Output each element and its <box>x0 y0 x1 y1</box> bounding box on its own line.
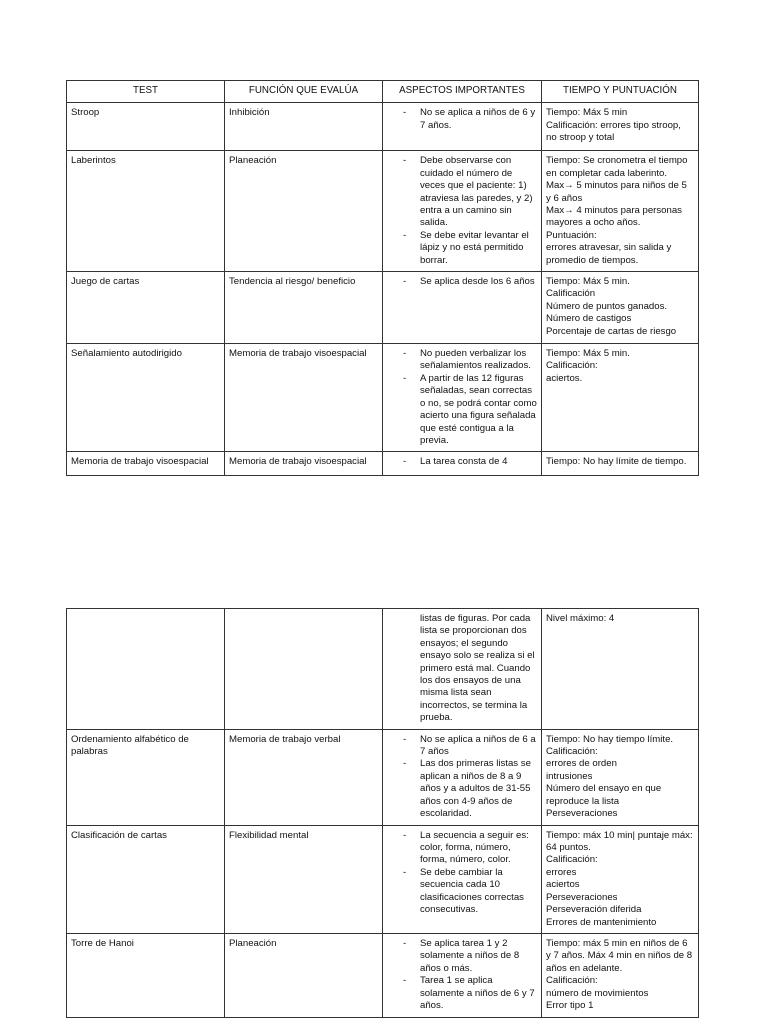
cell-aspectos <box>383 344 542 452</box>
tiempo-line: intrusiones <box>546 770 593 782</box>
aspect-item: - Tarea 1 se aplica solamente a niños de 6 y 7 años. <box>387 975 537 1012</box>
tiempo-line: Tiempo: Máx 5 min <box>546 107 628 119</box>
tiempo-line: Tiempo: máx 10 min| puntaje máx: 64 puntos. <box>546 829 693 854</box>
tiempo-line: errores de orden <box>546 758 617 770</box>
aspect-item: - Debe observarse con cuidado el número de veces que el paciente: 1) atraviesa las paredes, y 2) entra a un camino sin salida. <box>387 155 537 229</box>
cell-funcion <box>225 609 383 730</box>
tiempo-line: errores atravesar, sin salida y promedio de tiempos. <box>546 242 672 266</box>
tiempo-line: Calificación: errores tipo stroop, no stroop y total <box>546 119 681 144</box>
tiempo-line: Número de puntos ganados. <box>546 300 668 312</box>
table-row <box>67 825 699 933</box>
cell-test: Memoria de trabajo visoespacial <box>67 452 225 476</box>
aspect-item: - No se aplica a niños de 6 a 7 años <box>387 734 537 759</box>
tiempo-line: Tiempo: Máx 5 min. <box>546 276 630 288</box>
tiempo-line: Tiempo: No hay tiempo límite. <box>546 733 674 745</box>
tiempo-line: Calificación: <box>546 975 598 987</box>
cell-tiempo <box>542 933 699 1017</box>
table-row <box>67 103 699 151</box>
aspect-item-continued: listas de figuras. Por cada lista se proporcionan dos ensayos; el segundo ensayo solo se realiza si el primero está mal. Cuando los dos ensayos de una misma lista sean incorrectos, se termina la prueba. <box>420 613 535 724</box>
table-page-2 <box>66 608 699 1018</box>
aspect-item: - Se aplica tarea 1 y 2 solamente a niños de 8 años o más. <box>387 938 537 975</box>
tiempo-line: Error tipo 1 <box>546 999 594 1011</box>
cell-funcion: Memoria de trabajo verbal <box>225 729 383 825</box>
tiempo-line: Errores de mantenimiento <box>546 916 657 928</box>
aspect-item: - Se aplica desde los 6 años <box>387 276 537 288</box>
cell-funcion: Inhibición <box>225 103 383 151</box>
cell-aspectos <box>383 933 542 1017</box>
cell-funcion: Memoria de trabajo visoespacial <box>225 452 383 476</box>
tiempo-line: Tiempo: Se cronometra el tiempo en completar cada laberinto. <box>546 155 688 179</box>
cell-test: Torre de Hanoi <box>67 933 225 1017</box>
tiempo-line: Tiempo: máx 5 min en niños de 6 y 7 años. Máx 4 min en niños de 8 años en adelante. <box>546 937 693 974</box>
header-aspectos: ASPECTOS IMPORTANTES <box>383 81 542 103</box>
table-row <box>67 609 699 730</box>
cell-funcion: Planeación <box>225 151 383 272</box>
cell-funcion: Planeación <box>225 933 383 1017</box>
tiempo-line: Max→ 5 minutos para niños de 5 y 6 años <box>546 180 687 204</box>
tiempo-line: Calificación: <box>546 854 598 866</box>
tiempo-line: Tiempo: Máx 5 min. <box>546 348 630 360</box>
cell-aspectos <box>383 272 542 344</box>
cell-test: Clasificación de cartas <box>67 825 225 933</box>
table-page-1 <box>66 80 699 476</box>
cell-aspectos <box>383 609 542 730</box>
cell-tiempo <box>542 151 699 272</box>
table-row <box>67 452 699 476</box>
tiempo-line: errores <box>546 866 577 878</box>
table-row <box>67 729 699 825</box>
aspect-item: - Se debe evitar levantar el lápiz y no está permitido borrar. <box>387 230 537 267</box>
table-row <box>67 272 699 344</box>
tiempo-line: Número de castigos <box>546 313 632 325</box>
cell-tiempo <box>542 344 699 452</box>
tiempo-line: Número del ensayo en que reproduce la lista <box>546 783 662 807</box>
cell-aspectos <box>383 151 542 272</box>
tiempo-line: Max→ 4 minutos para personas mayores a ocho años. <box>546 205 682 229</box>
tiempo-line: Perseveraciones <box>546 891 618 903</box>
tiempo-line: aciertos <box>546 879 580 891</box>
tiempo-line: Calificación: <box>546 360 598 372</box>
cell-tiempo <box>542 825 699 933</box>
cell-aspectos <box>383 452 542 476</box>
header-funcion: FUNCIÓN QUE EVALÚA <box>225 81 383 103</box>
table-row <box>67 151 699 272</box>
cell-test: Laberintos <box>67 151 225 272</box>
cell-funcion: Tendencia al riesgo/ beneficio <box>225 272 383 344</box>
tiempo-line: Nivel máximo: 4 <box>546 613 615 624</box>
cell-funcion: Memoria de trabajo visoespacial <box>225 344 383 452</box>
cell-tiempo <box>542 103 699 151</box>
header-tiempo: TIEMPO Y PUNTUACIÓN <box>542 81 699 103</box>
cell-test: Stroop <box>67 103 225 151</box>
cell-tiempo <box>542 452 699 476</box>
header-test: TEST <box>67 81 225 103</box>
tiempo-line: Calificación: <box>546 746 598 758</box>
tiempo-line: aciertos. <box>546 372 583 384</box>
cell-aspectos <box>383 729 542 825</box>
cell-test: Juego de cartas <box>67 272 225 344</box>
cell-test <box>67 609 225 730</box>
aspect-item: - Las dos primeras listas se aplican a niños de 8 a 9 años y a adultos de 31-55 años con 4-9 años de escolaridad. <box>387 758 537 820</box>
tiempo-line: Tiempo: No hay límite de tiempo. <box>546 456 687 468</box>
aspect-item: - No pueden verbalizar los señalamientos realizados. <box>387 348 537 373</box>
aspect-item: - No se aplica a niños de 6 y 7 años. <box>387 107 537 132</box>
cell-aspectos <box>383 825 542 933</box>
tiempo-line: Perseveración diferida <box>546 904 642 916</box>
cell-test: Señalamiento autodirigido <box>67 344 225 452</box>
tiempo-line: Calificación <box>546 288 596 300</box>
cell-tiempo <box>542 272 699 344</box>
tiempo-line: Puntuación: <box>546 229 597 241</box>
table-row <box>67 344 699 452</box>
cell-tiempo <box>542 609 699 730</box>
cell-funcion: Flexibilidad mental <box>225 825 383 933</box>
aspect-item: - La tarea consta de 4 <box>387 456 537 468</box>
table-header-row <box>67 81 699 103</box>
tiempo-line: número de movimientos <box>546 987 649 999</box>
cell-aspectos <box>383 103 542 151</box>
tiempo-line: Porcentaje de cartas de riesgo <box>546 325 677 337</box>
table-row <box>67 933 699 1017</box>
aspect-item: - La secuencia a seguir es: color, forma, número, forma, número, color. <box>387 830 537 867</box>
cell-tiempo <box>542 729 699 825</box>
tiempo-line: Perseveraciones <box>546 808 618 820</box>
cell-test: Ordenamiento alfabético de palabras <box>67 729 225 825</box>
aspect-item: - Se debe cambiar la secuencia cada 10 clasificaciones correctas consecutivas. <box>387 867 537 917</box>
aspect-item: - A partir de las 12 figuras señaladas, sean correctas o no, se podrá contar como acierto una figura señalada que esté contigua a la previa. <box>387 373 537 447</box>
